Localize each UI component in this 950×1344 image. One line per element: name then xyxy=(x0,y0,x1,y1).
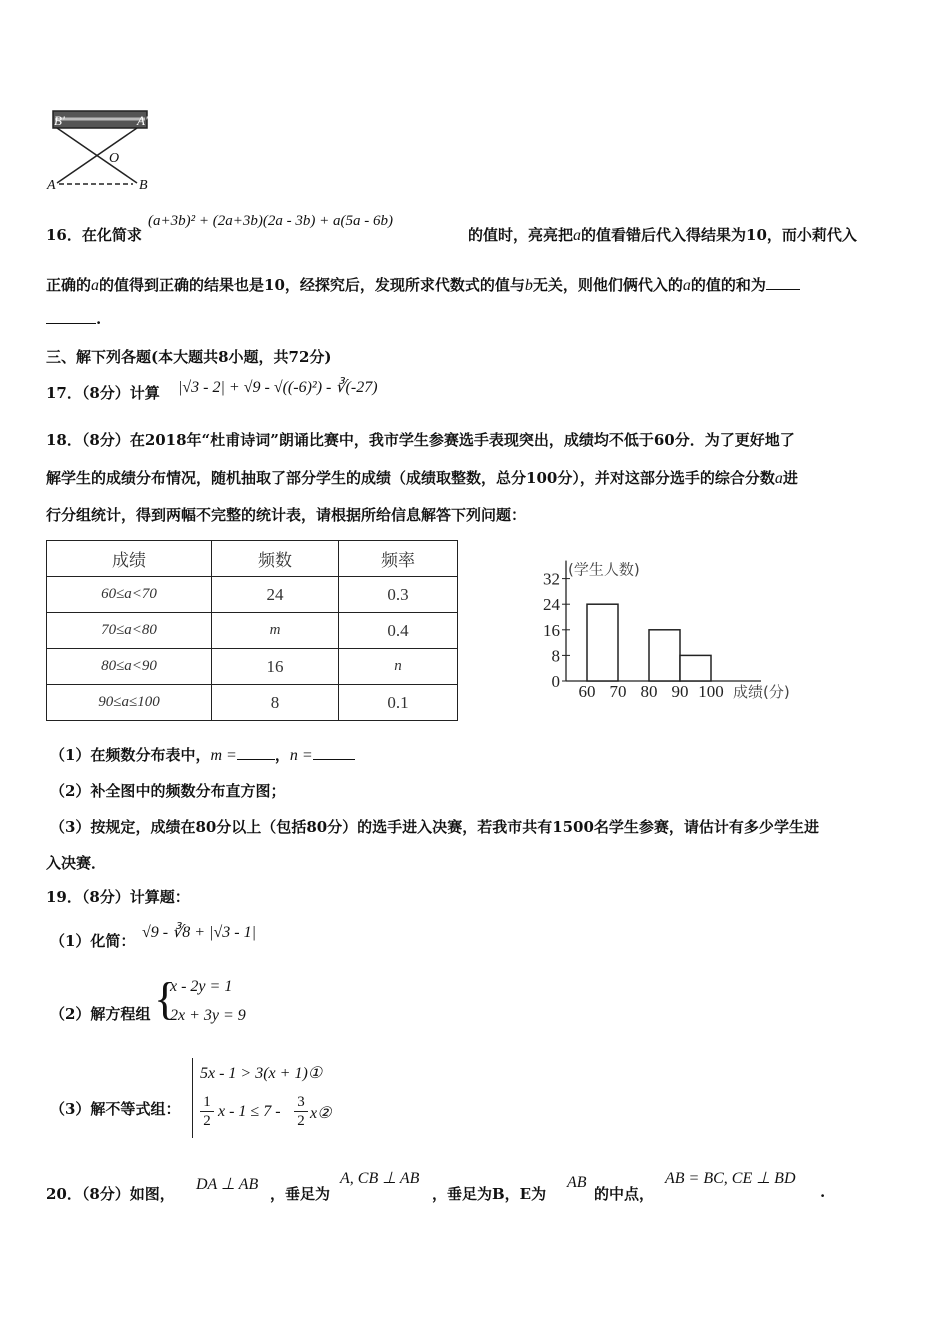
q18-line2: 解学生的成绩分布情况，随机抽取了部分学生的成绩（成绩取整数，总分100分），并对这部分选手的综合分数a进 xyxy=(46,469,798,487)
q19-sub1: （1）化简： xyxy=(50,932,136,950)
section-3-title: 三、解下列各题(本大题共8小题，共72分) xyxy=(46,348,332,366)
system-brace: { xyxy=(154,973,177,1024)
geometry-figure xyxy=(45,105,165,197)
q18-line1: 18．（8分）在2018年“杜甫诗词”朗诵比赛中，我市学生参赛选手表现突出，成绩均不低于60分．为了更好地了 xyxy=(46,431,795,449)
q16-line1 xyxy=(46,224,142,245)
x-tick-label: 60 xyxy=(578,682,596,701)
table-row: 60≤a<70 24 0.3 xyxy=(47,577,458,613)
label-a-prime: A' xyxy=(137,113,148,128)
q16-answer-blank-cont[interactable] xyxy=(46,323,96,324)
q20-expr1: DA ⊥ AB xyxy=(196,1176,259,1193)
q16-number: 16． xyxy=(46,226,82,244)
q16-var-b: b xyxy=(524,277,533,294)
header-frequency: 频数 xyxy=(212,541,339,577)
y-tick-label: 0 xyxy=(551,672,560,691)
bar-90-100 xyxy=(680,655,711,681)
q16-text-a: 的值时，亮亮把 xyxy=(468,226,574,244)
header-rate: 频率 xyxy=(339,541,458,577)
q19-eq1: x - 2y = 1 xyxy=(170,978,233,995)
q19-sub3: （3）解不等式组： xyxy=(50,1100,181,1118)
q18-sub1: （1）在频数分布表中，m = ，n = xyxy=(50,744,355,765)
fraction-one-half: 1 2 xyxy=(200,1093,214,1130)
q18-sub3-cont: 入决赛． xyxy=(46,854,107,872)
y-tick-label: 16 xyxy=(543,620,560,640)
y-tick-label: 24 xyxy=(543,595,560,615)
q20-text3: 的中点， xyxy=(594,1185,655,1203)
q20-expr2: A, CB ⊥ AB xyxy=(340,1170,420,1187)
q19-eq2: 2x + 3y = 9 xyxy=(170,1007,246,1024)
q20-end: . xyxy=(820,1183,826,1201)
x-tick-label: 70 xyxy=(609,682,627,701)
q19-number: 19．（8分）计算题： xyxy=(46,888,190,906)
y-tick-label: 32 xyxy=(543,569,560,589)
fraction-three-halves: 3 2 xyxy=(294,1093,308,1130)
q16-text-b: 的值看错后代入得结果为10，而小莉代入 xyxy=(581,226,857,244)
header-score: 成绩 xyxy=(47,541,212,577)
y-tick-label: 8 xyxy=(551,646,560,666)
q18-sub2: （2）补全图中的频数分布直方图； xyxy=(50,782,286,800)
x-tick-label: 90 xyxy=(671,682,689,701)
table-row: 90≤a≤100 8 0.1 xyxy=(47,685,458,721)
q18-line3: 行分组统计，得到两幅不完整的统计表，请根据所给信息解答下列问题： xyxy=(46,506,527,524)
q18-sub3: （3）按规定，成绩在80分以上（包括80分）的选手进入决赛，若我市共有1500名学生参赛，请估计有多少学生进 xyxy=(50,818,819,836)
q16-var-a: a xyxy=(573,227,582,244)
q19-sub1-expression: √9 - ∛8 + |√3 - 1| xyxy=(142,924,257,941)
frequency-table xyxy=(46,540,458,721)
q19-ineq2-b: x② xyxy=(310,1105,332,1122)
table-row: 80≤a<90 16 n xyxy=(47,649,458,685)
q16-prefix: 在化简求 xyxy=(81,226,142,244)
q20-text1: ，垂足为 xyxy=(270,1185,331,1203)
table-header-row xyxy=(47,541,458,577)
table-row: 70≤a<80 m 0.4 xyxy=(47,613,458,649)
bar-60-70 xyxy=(587,604,618,681)
q20-expr4: AB = BC, CE ⊥ BD xyxy=(665,1170,796,1187)
y-axis-label: (学生人数) xyxy=(568,560,640,579)
histogram-chart xyxy=(520,540,820,705)
label-b-prime: B' xyxy=(54,113,65,128)
x-tick-label: 100 xyxy=(698,682,724,701)
label-b: B xyxy=(139,178,148,193)
q16-line1-rest xyxy=(468,224,857,245)
label-a: A xyxy=(47,178,56,193)
q20-expr3: AB xyxy=(567,1174,587,1191)
n-answer-blank[interactable] xyxy=(313,759,355,760)
q16-answer-blank[interactable] xyxy=(766,289,800,290)
q16-expression: (a+3b)² + (2a+3b)(2a - 3b) + a(5a - 6b) xyxy=(148,213,393,229)
q20-text2: ，垂足为B，E为 xyxy=(432,1185,547,1203)
x-tick-label: 80 xyxy=(640,682,658,701)
q19-ineq2-a: x - 1 ≤ 7 - xyxy=(218,1103,281,1120)
q16-line2: 正确的a的值得到正确的结果也是10，经探究后，发现所求代数式的值与b无关，则他们俩代入的a的值的和为 xyxy=(46,274,800,295)
q20-number: 20．（8分）如图， xyxy=(46,1185,175,1203)
inequality-brace xyxy=(192,1058,195,1138)
x-axis-label: 成绩(分) xyxy=(733,683,790,701)
q19-ineq1: 5x - 1 > 3(x + 1)① xyxy=(200,1065,323,1082)
label-o: O xyxy=(109,151,120,166)
q17-number: 17．（8分）计算 xyxy=(46,384,160,402)
bar-80-90 xyxy=(649,630,680,681)
q16-line3: . xyxy=(46,310,101,328)
q17-expression: |√3 - 2| + √9 - √((-6)²) - ∛(-27) xyxy=(178,379,378,396)
q19-sub2: （2）解方程组 xyxy=(50,1005,151,1023)
m-answer-blank[interactable] xyxy=(237,759,275,760)
